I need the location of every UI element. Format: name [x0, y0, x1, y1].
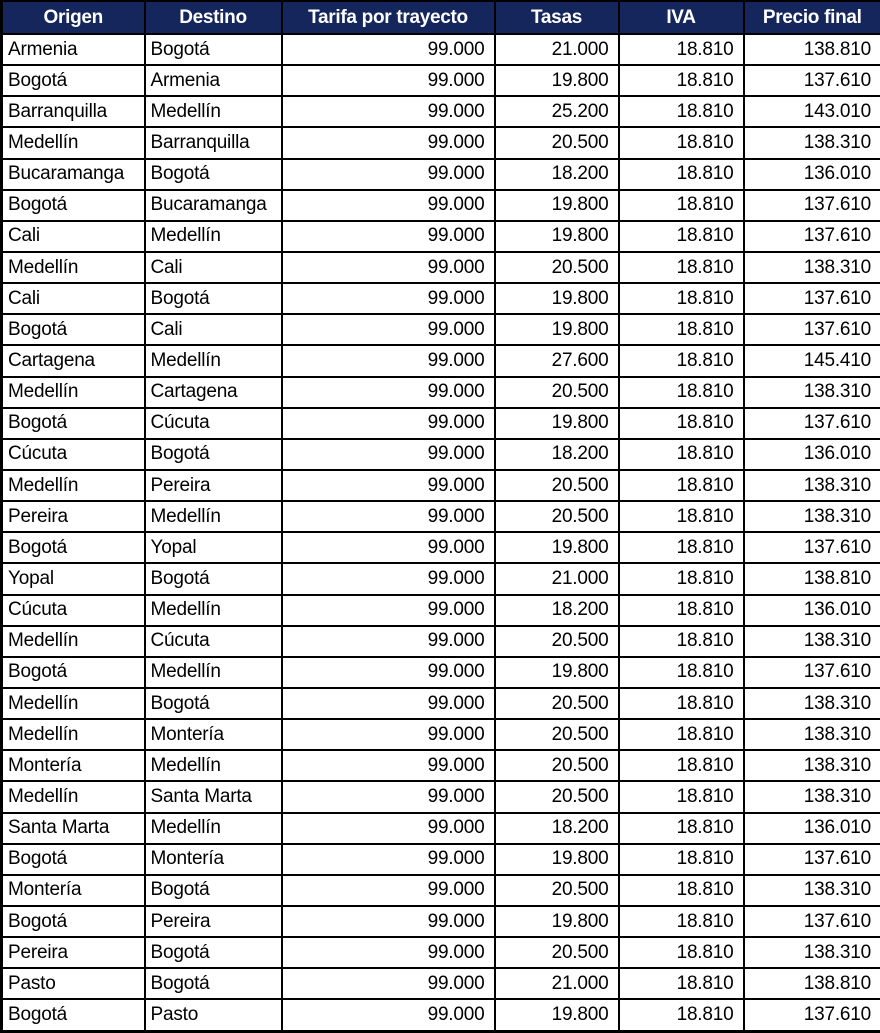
cell-origen: Bogotá: [2, 532, 145, 563]
cell-precio-final: 138.810: [744, 34, 880, 65]
table-row: [2, 501, 880, 532]
cell-tarifa-por-trayecto: 99.000: [282, 999, 495, 1031]
cell-origen: Cali: [2, 221, 145, 252]
cell-precio-final: 138.310: [744, 937, 880, 968]
cell-iva: 18.810: [619, 190, 744, 221]
cell-precio-final: 137.610: [744, 408, 880, 439]
cell-origen: Medellín: [2, 127, 145, 158]
cell-tasas: 20.500: [495, 937, 619, 968]
cell-iva: 18.810: [619, 937, 744, 968]
cell-precio-final: 145.410: [744, 345, 880, 376]
table-row: [2, 532, 880, 563]
cell-tasas: 19.800: [495, 65, 619, 96]
cell-destino: Cali: [145, 252, 282, 283]
cell-tarifa-por-trayecto: 99.000: [282, 750, 495, 781]
cell-origen: Bogotá: [2, 657, 145, 688]
cell-tasas: 25.200: [495, 96, 619, 127]
column-header-tarifa-por-trayecto: Tarifa por trayecto: [282, 1, 495, 34]
cell-origen: Bogotá: [2, 999, 145, 1031]
cell-origen: Bogotá: [2, 844, 145, 875]
cell-precio-final: 136.010: [744, 439, 880, 470]
cell-tarifa-por-trayecto: 99.000: [282, 937, 495, 968]
table-row: [2, 96, 880, 127]
cell-tarifa-por-trayecto: 99.000: [282, 283, 495, 314]
cell-origen: Bucaramanga: [2, 159, 145, 190]
cell-tasas: 20.500: [495, 750, 619, 781]
table-row: [2, 781, 880, 812]
cell-precio-final: 138.310: [744, 252, 880, 283]
cell-destino: Medellín: [145, 813, 282, 844]
cell-destino: Medellín: [145, 750, 282, 781]
cell-origen: Pereira: [2, 937, 145, 968]
cell-origen: Medellín: [2, 470, 145, 501]
table-row: [2, 377, 880, 408]
cell-precio-final: 138.310: [744, 501, 880, 532]
cell-tasas: 20.500: [495, 781, 619, 812]
cell-tarifa-por-trayecto: 99.000: [282, 563, 495, 594]
cell-origen: Medellín: [2, 252, 145, 283]
cell-tarifa-por-trayecto: 99.000: [282, 221, 495, 252]
column-header-tasas: Tasas: [495, 1, 619, 34]
cell-origen: Montería: [2, 750, 145, 781]
cell-origen: Medellín: [2, 688, 145, 719]
cell-tarifa-por-trayecto: 99.000: [282, 190, 495, 221]
cell-tarifa-por-trayecto: 99.000: [282, 719, 495, 750]
cell-iva: 18.810: [619, 377, 744, 408]
table-row: [2, 626, 880, 657]
cell-iva: 18.810: [619, 750, 744, 781]
cell-destino: Medellín: [145, 595, 282, 626]
cell-origen: Armenia: [2, 34, 145, 65]
cell-tarifa-por-trayecto: 99.000: [282, 532, 495, 563]
cell-tarifa-por-trayecto: 99.000: [282, 408, 495, 439]
table-row: [2, 127, 880, 158]
table-row: [2, 750, 880, 781]
cell-tasas: 20.500: [495, 688, 619, 719]
cell-iva: 18.810: [619, 626, 744, 657]
cell-precio-final: 138.810: [744, 968, 880, 999]
cell-tasas: 19.800: [495, 906, 619, 937]
cell-destino: Cali: [145, 314, 282, 345]
cell-iva: 18.810: [619, 968, 744, 999]
table-header-row: [2, 1, 880, 34]
column-header-iva: IVA: [619, 1, 744, 34]
cell-iva: 18.810: [619, 65, 744, 96]
cell-tarifa-por-trayecto: 99.000: [282, 968, 495, 999]
cell-tasas: 19.800: [495, 844, 619, 875]
cell-destino: Bogotá: [145, 159, 282, 190]
cell-tarifa-por-trayecto: 99.000: [282, 439, 495, 470]
cell-iva: 18.810: [619, 96, 744, 127]
cell-origen: Medellín: [2, 377, 145, 408]
cell-iva: 18.810: [619, 159, 744, 190]
cell-tasas: 18.200: [495, 813, 619, 844]
cell-iva: 18.810: [619, 688, 744, 719]
table-row: [2, 408, 880, 439]
cell-destino: Montería: [145, 844, 282, 875]
cell-origen: Barranquilla: [2, 96, 145, 127]
cell-tasas: 20.500: [495, 501, 619, 532]
cell-tasas: 19.800: [495, 532, 619, 563]
cell-tarifa-por-trayecto: 99.000: [282, 875, 495, 906]
cell-iva: 18.810: [619, 906, 744, 937]
table-row: [2, 221, 880, 252]
cell-destino: Montería: [145, 719, 282, 750]
table-row: [2, 65, 880, 96]
table-row: [2, 159, 880, 190]
cell-iva: 18.810: [619, 875, 744, 906]
cell-precio-final: 136.010: [744, 159, 880, 190]
cell-destino: Medellín: [145, 657, 282, 688]
cell-precio-final: 137.610: [744, 314, 880, 345]
cell-tarifa-por-trayecto: 99.000: [282, 377, 495, 408]
cell-destino: Yopal: [145, 532, 282, 563]
cell-iva: 18.810: [619, 844, 744, 875]
cell-precio-final: 138.310: [744, 688, 880, 719]
cell-destino: Barranquilla: [145, 127, 282, 158]
cell-iva: 18.810: [619, 314, 744, 345]
cell-origen: Medellín: [2, 719, 145, 750]
cell-tasas: 20.500: [495, 719, 619, 750]
cell-origen: Bogotá: [2, 906, 145, 937]
cell-tarifa-por-trayecto: 99.000: [282, 96, 495, 127]
cell-precio-final: 137.610: [744, 532, 880, 563]
cell-precio-final: 137.610: [744, 844, 880, 875]
table-row: [2, 719, 880, 750]
cell-iva: 18.810: [619, 408, 744, 439]
cell-destino: Medellín: [145, 345, 282, 376]
cell-tasas: 19.800: [495, 314, 619, 345]
cell-precio-final: 143.010: [744, 96, 880, 127]
cell-tasas: 21.000: [495, 563, 619, 594]
cell-precio-final: 137.610: [744, 221, 880, 252]
table-row: [2, 875, 880, 906]
cell-origen: Pereira: [2, 501, 145, 532]
cell-tasas: 19.800: [495, 221, 619, 252]
cell-tasas: 18.200: [495, 159, 619, 190]
cell-destino: Pasto: [145, 999, 282, 1031]
table-body: [2, 34, 880, 1032]
cell-precio-final: 138.310: [744, 127, 880, 158]
cell-tasas: 20.500: [495, 252, 619, 283]
cell-tasas: 20.500: [495, 470, 619, 501]
table-row: [2, 906, 880, 937]
cell-tarifa-por-trayecto: 99.000: [282, 657, 495, 688]
column-header-destino: Destino: [145, 1, 282, 34]
cell-tarifa-por-trayecto: 99.000: [282, 159, 495, 190]
table-row: [2, 283, 880, 314]
table-row: [2, 844, 880, 875]
cell-tarifa-por-trayecto: 99.000: [282, 314, 495, 345]
cell-tasas: 27.600: [495, 345, 619, 376]
cell-tarifa-por-trayecto: 99.000: [282, 252, 495, 283]
cell-destino: Bogotá: [145, 688, 282, 719]
cell-iva: 18.810: [619, 345, 744, 376]
cell-origen: Yopal: [2, 563, 145, 594]
cell-destino: Pereira: [145, 470, 282, 501]
cell-tarifa-por-trayecto: 99.000: [282, 501, 495, 532]
table-row: [2, 968, 880, 999]
table-row: [2, 813, 880, 844]
cell-destino: Bogotá: [145, 875, 282, 906]
cell-precio-final: 137.610: [744, 657, 880, 688]
cell-iva: 18.810: [619, 719, 744, 750]
cell-destino: Armenia: [145, 65, 282, 96]
cell-precio-final: 137.610: [744, 65, 880, 96]
table-row: [2, 595, 880, 626]
table-row: [2, 999, 880, 1031]
cell-origen: Medellín: [2, 626, 145, 657]
cell-tarifa-por-trayecto: 99.000: [282, 470, 495, 501]
cell-origen: Medellín: [2, 781, 145, 812]
cell-tarifa-por-trayecto: 99.000: [282, 688, 495, 719]
cell-tasas: 20.500: [495, 626, 619, 657]
cell-tasas: 19.800: [495, 408, 619, 439]
cell-destino: Bogotá: [145, 563, 282, 594]
cell-precio-final: 138.310: [744, 377, 880, 408]
cell-precio-final: 138.310: [744, 781, 880, 812]
column-header-precio-final: Precio final: [744, 1, 880, 34]
cell-iva: 18.810: [619, 439, 744, 470]
table-row: [2, 657, 880, 688]
cell-precio-final: 137.610: [744, 906, 880, 937]
cell-tasas: 19.800: [495, 999, 619, 1031]
cell-origen: Bogotá: [2, 190, 145, 221]
cell-iva: 18.810: [619, 501, 744, 532]
table-row: [2, 937, 880, 968]
cell-destino: Medellín: [145, 96, 282, 127]
cell-destino: Medellín: [145, 501, 282, 532]
cell-tarifa-por-trayecto: 99.000: [282, 781, 495, 812]
table-row: [2, 563, 880, 594]
cell-precio-final: 138.310: [744, 875, 880, 906]
cell-tarifa-por-trayecto: 99.000: [282, 813, 495, 844]
cell-iva: 18.810: [619, 999, 744, 1031]
cell-destino: Pereira: [145, 906, 282, 937]
cell-tasas: 19.800: [495, 190, 619, 221]
cell-origen: Cali: [2, 283, 145, 314]
cell-destino: Bogotá: [145, 968, 282, 999]
cell-origen: Cúcuta: [2, 595, 145, 626]
cell-tasas: 20.500: [495, 127, 619, 158]
cell-destino: Bogotá: [145, 34, 282, 65]
cell-tarifa-por-trayecto: 99.000: [282, 844, 495, 875]
cell-iva: 18.810: [619, 813, 744, 844]
cell-tarifa-por-trayecto: 99.000: [282, 65, 495, 96]
table-row: [2, 470, 880, 501]
cell-iva: 18.810: [619, 283, 744, 314]
cell-precio-final: 138.310: [744, 470, 880, 501]
table-row: [2, 688, 880, 719]
cell-precio-final: 138.310: [744, 750, 880, 781]
cell-origen: Santa Marta: [2, 813, 145, 844]
table-row: [2, 345, 880, 376]
cell-origen: Bogotá: [2, 408, 145, 439]
cell-tarifa-por-trayecto: 99.000: [282, 34, 495, 65]
cell-precio-final: 138.810: [744, 563, 880, 594]
cell-iva: 18.810: [619, 470, 744, 501]
cell-tarifa-por-trayecto: 99.000: [282, 906, 495, 937]
cell-tasas: 18.200: [495, 595, 619, 626]
cell-origen: Bogotá: [2, 314, 145, 345]
cell-tasas: 18.200: [495, 439, 619, 470]
cell-precio-final: 138.310: [744, 719, 880, 750]
cell-iva: 18.810: [619, 221, 744, 252]
cell-origen: Bogotá: [2, 65, 145, 96]
cell-precio-final: 137.610: [744, 999, 880, 1031]
cell-destino: Medellín: [145, 221, 282, 252]
cell-precio-final: 137.610: [744, 190, 880, 221]
cell-tasas: 21.000: [495, 968, 619, 999]
table-row: [2, 314, 880, 345]
cell-iva: 18.810: [619, 127, 744, 158]
cell-tarifa-por-trayecto: 99.000: [282, 127, 495, 158]
cell-destino: Cúcuta: [145, 408, 282, 439]
cell-tarifa-por-trayecto: 99.000: [282, 345, 495, 376]
table-header: [2, 1, 880, 34]
cell-tarifa-por-trayecto: 99.000: [282, 626, 495, 657]
cell-origen: Pasto: [2, 968, 145, 999]
table-row: [2, 190, 880, 221]
cell-precio-final: 136.010: [744, 595, 880, 626]
cell-tarifa-por-trayecto: 99.000: [282, 595, 495, 626]
cell-iva: 18.810: [619, 781, 744, 812]
table-row: [2, 252, 880, 283]
cell-iva: 18.810: [619, 34, 744, 65]
cell-destino: Bogotá: [145, 439, 282, 470]
cell-origen: Montería: [2, 875, 145, 906]
cell-iva: 18.810: [619, 595, 744, 626]
cell-iva: 18.810: [619, 252, 744, 283]
cell-tasas: 21.000: [495, 34, 619, 65]
cell-tasas: 20.500: [495, 875, 619, 906]
cell-destino: Bucaramanga: [145, 190, 282, 221]
cell-destino: Cúcuta: [145, 626, 282, 657]
cell-origen: Cúcuta: [2, 439, 145, 470]
cell-iva: 18.810: [619, 563, 744, 594]
cell-precio-final: 138.310: [744, 626, 880, 657]
table-row: [2, 439, 880, 470]
cell-destino: Cartagena: [145, 377, 282, 408]
cell-destino: Santa Marta: [145, 781, 282, 812]
cell-destino: Bogotá: [145, 283, 282, 314]
cell-iva: 18.810: [619, 532, 744, 563]
column-header-origen: Origen: [2, 1, 145, 34]
cell-destino: Bogotá: [145, 937, 282, 968]
cell-tasas: 19.800: [495, 283, 619, 314]
cell-origen: Cartagena: [2, 345, 145, 376]
cell-precio-final: 136.010: [744, 813, 880, 844]
cell-tasas: 19.800: [495, 657, 619, 688]
table-row: [2, 34, 880, 65]
cell-iva: 18.810: [619, 657, 744, 688]
cell-tasas: 20.500: [495, 377, 619, 408]
cell-precio-final: 137.610: [744, 283, 880, 314]
